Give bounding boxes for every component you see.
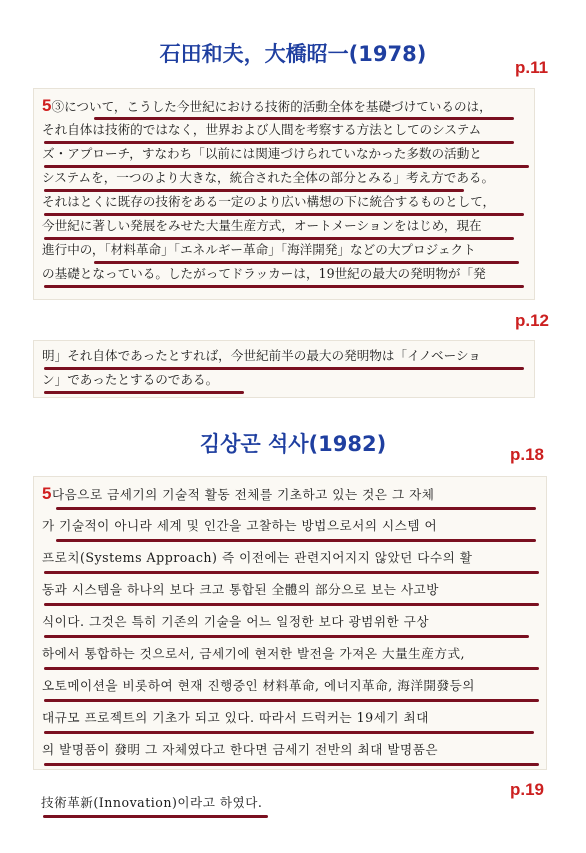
jp-line-9: 明」それ自体であったとすれば，今世紀前半の最大の発明物は「イノベーショ xyxy=(42,348,481,363)
page-ref-p18: p.18 xyxy=(510,445,545,464)
page-ref-p11: p.11 xyxy=(515,58,549,77)
underline-stroke xyxy=(44,731,534,734)
underline-stroke xyxy=(44,571,539,574)
kr-line-5: 식이다. 그것은 특히 기존의 기술을 어느 일정한 보다 광범위한 구상 xyxy=(42,614,430,629)
jp-line-6: 今世紀に著しい発展をみせた大量生産方式，オートメーションをはじめ，現在 xyxy=(42,218,482,233)
underline-stroke xyxy=(44,165,529,168)
underline-stroke xyxy=(44,391,244,394)
kr-line-1: 5다음으로 금세기의 기술적 활동 전체를 기초하고 있는 것은 그 자체 xyxy=(42,484,435,503)
underline-stroke xyxy=(94,261,519,264)
korean-source-title: 김상곤 석사(1982) xyxy=(199,432,387,456)
korean-excerpt-tail xyxy=(33,788,303,818)
underline-stroke xyxy=(44,237,514,240)
underline-stroke xyxy=(44,667,539,670)
jp-line-8: の基礎となっている。したがってドラッカーは，19世紀の最大の発明物が「発 xyxy=(42,266,486,281)
jp-line-3: ズ・アプローチ，すなわち「以前には関連づけられていなかった多数の活動と xyxy=(42,146,482,161)
jp-line-5: それはとくに既存の技術をある一定のより広い構想の下に統合するものとして， xyxy=(42,194,496,209)
jp-line-7: 進行中の，「材料革命」「エネルギー革命」「海洋開発」などの大プロジェクト xyxy=(42,242,476,257)
kr-line-9: 의 발명품이 發明 그 자체였다고 한다면 금세기 전반의 최대 발명품은 xyxy=(42,742,439,757)
underline-stroke xyxy=(44,763,539,766)
underline-stroke xyxy=(44,635,529,638)
kr-line-6: 하에서 통합하는 것으로서, 금세기에 현저한 발전을 가져온 大量生産方式, xyxy=(42,646,466,661)
underline-stroke xyxy=(94,117,514,120)
jp-line-2: それ自体は技術的ではなく，世界および人間を考察する方法としてのシステム xyxy=(42,122,482,137)
page-ref-p19: p.19 xyxy=(510,780,545,799)
underline-stroke xyxy=(44,699,539,702)
underline-stroke xyxy=(44,285,524,288)
japanese-source-title: 石田和夫，大橋昭一(1978) xyxy=(159,42,427,66)
underline-stroke xyxy=(44,367,524,370)
korean-excerpt-block xyxy=(33,476,547,770)
kr-line-3: 프로치(Systems Approach) 즉 이전에는 관련지어지지 않았던 다수의 활 xyxy=(42,550,473,565)
footnote-marker-5: 5 xyxy=(42,96,52,115)
kr-line-8: 대규모 프로젝트의 기초가 되고 있다. 따라서 드럭커는 19세기 최대 xyxy=(42,710,429,725)
japanese-excerpt-block-2 xyxy=(33,340,535,398)
underline-stroke xyxy=(43,815,268,818)
kr-line-2: 가 기술적이 아니라 세계 및 인간을 고찰하는 방법으로서의 시스템 어 xyxy=(42,518,438,533)
underline-stroke xyxy=(56,507,536,510)
underline-stroke xyxy=(44,141,514,144)
jp-line-10: ン」であったとするのである。 xyxy=(42,372,219,387)
page-ref-p12: p.12 xyxy=(515,311,550,330)
footnote-marker-5: 5 xyxy=(42,484,52,503)
kr-line-4: 동과 시스템을 하나의 보다 크고 통합된 全體의 部分으로 보는 사고방 xyxy=(42,582,439,597)
jp-line-1: 5③について，こうした今世紀における技術的活動全体を基礎づけているのは， xyxy=(42,96,492,115)
underline-stroke xyxy=(44,213,524,216)
underline-stroke xyxy=(56,539,536,542)
japanese-excerpt-block-1 xyxy=(33,88,535,300)
kr-line-7: 오토메이션을 비롯하여 현재 진행중인 材料革命, 에너지革命, 海洋開發등의 xyxy=(42,678,475,693)
underline-stroke xyxy=(44,603,539,606)
jp-line-4: システムを，一つのより大きな，統合された全体の部分とみる」考え方である。 xyxy=(42,170,495,185)
kr-line-10: 技術革新(Innovation)이라고 하였다. xyxy=(41,795,263,810)
underline-stroke xyxy=(44,189,464,192)
